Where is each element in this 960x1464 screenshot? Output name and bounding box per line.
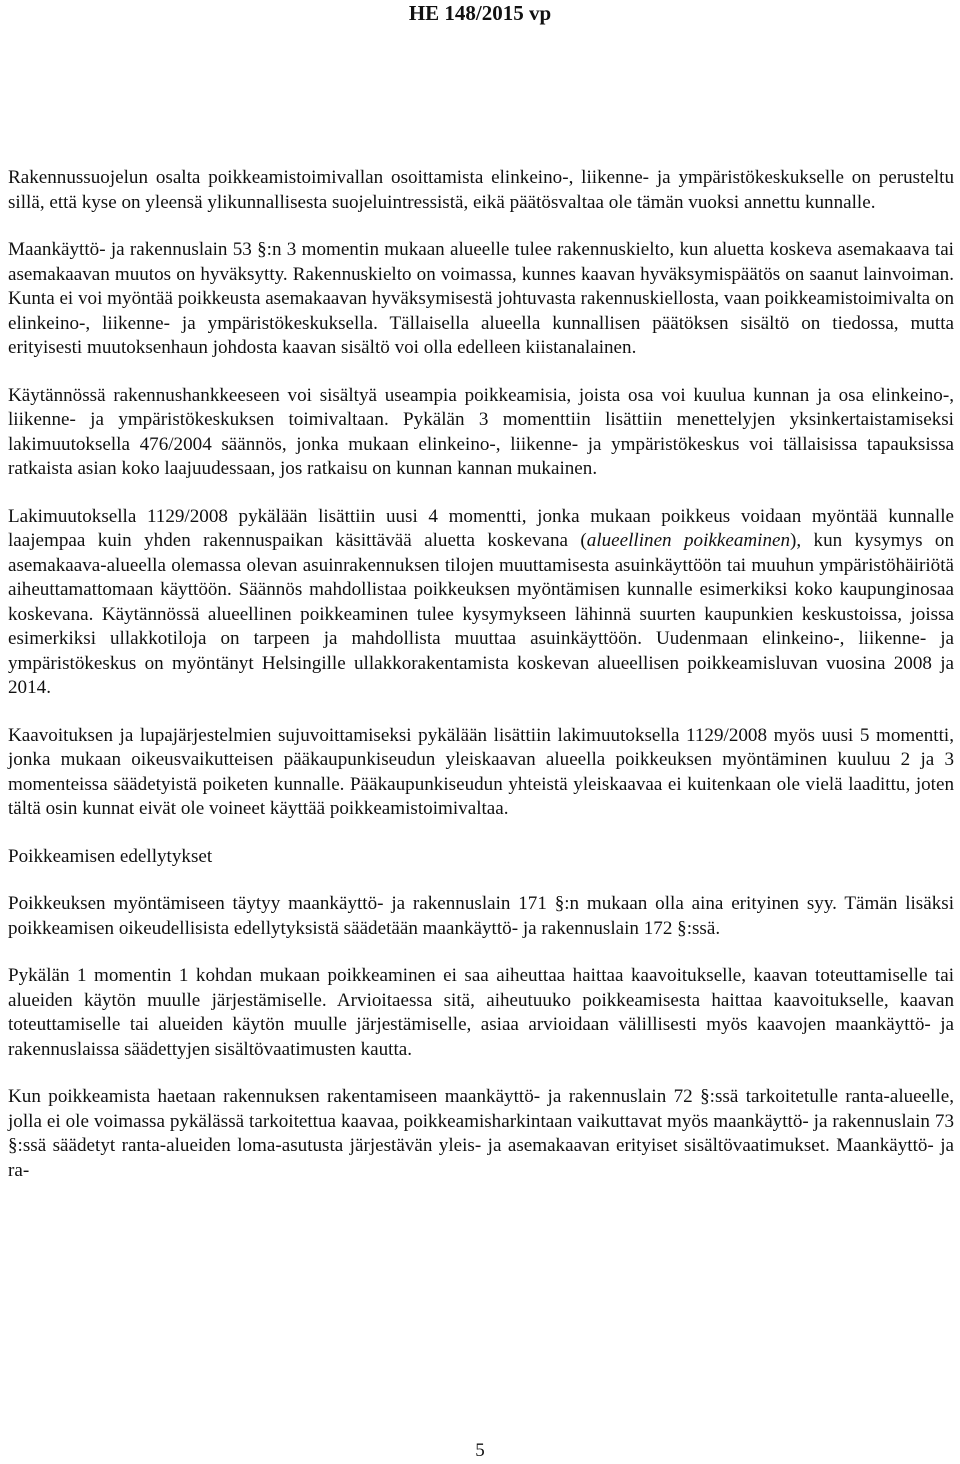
paragraph-text: Kun poikkeamista haetaan rakennuksen rakentamiseen maankäyttö- ja rakennuslain 72 §:ssä tarkoitetulle ranta-alueelle, jolla ei ole voimassa pykälässä tarkoitettua kaavaa, poikkeamisharkintaan vaikuttavat myös maankäyttö- ja rakennuslain 73 §:ssä säädetyt ranta-alueiden loma-asutusta järjestävän yleis- ja asemakaavan erityiset sisältövaatimukset. Maankäyttö- ja ra- [8,1086,954,1181]
paragraph-text: Lakimuutoksella 1129/2008 pykälään lisättiin uusi 4 momentti, jonka mukaan poikkeus voidaan myöntää kunnalle laajempaa kuin yhden rakennuspaikan käsittävää aluetta koskevana ( [8,505,954,551]
body-paragraph [8,892,954,941]
body-paragraph [8,1085,954,1183]
document-id: HE 148/2015 vp [408,1,552,25]
section-heading [8,845,954,870]
body-paragraph [8,238,954,361]
paragraph-text: Maankäyttö- ja rakennuslain 53 §:n 3 momentin mukaan alueelle tulee rakennuskielto, kun aluetta koskeva asemakaava tai asemakaavan muutos on hyväksytty. Rakennuskielto on voimassa, kunnes kaavan hyväksymispäätös on saanut lainvoiman. Kunta ei voi myöntää poikkeusta asemakaavan hyväksymisestä johtuvasta rakennuskiellosta, vaan poikkeamistoimivalta on elinkeino-, liikenne- ja ympäristökeskuksella. Tällaisella alueella kunnallisen päätöksen sisältö on tiedossa, mutta erityisesti muutoksenhaun johdosta kaavan sisältö voi olla edelleen kiistanalainen. [8,239,954,358]
paragraph-text: Pykälän 1 momentin 1 kohdan mukaan poikkeaminen ei saa aiheuttaa haittaa kaavoitukselle, kaavan toteuttamiselle tai alueiden käytön muulle järjestämiselle. Arvioitaessa sitä, aiheutuuko poikkeamisesta haittaa kaavoitukselle, kaavan toteuttamiselle tai alueiden käytön muulle järjestämiselle, asiaa arvioidaan välillisesti myös kaavojen maankäyttö- ja rakennuslaissa säädettyjen sisältövaatimusten kautta. [8,965,954,1060]
section-heading-text: Poikkeamisen edellytykset [8,845,213,867]
italic-term: alueellinen poikkeaminen [586,530,791,551]
page-number: 5 [475,1440,485,1461]
paragraph-text: ), kun kysymys on asemakaava-alueella olemassa olevan asuinrakennuksen tilojen muuttamisesta asuinkäyttöön tai muuhun ympäristöhäiriötä aiheuttamattomaan käyttöön. Säännös mahdollistaa poikkeuksen myöntämisen kunnalle esimerkiksi koko kaupunginosaa koskevana. Käytännössä alueellinen poikkeaminen tulee kysymykseen lähinnä suurten kaupunkien keskustoissa, joissa esimerkiksi ullakkotiloja on tarpeen ja mahdollista muuttaa asuinkäyttöön. Uudenmaan elinkeino-, liikenne- ja ympäristökeskus on myöntänyt Helsingille ullakkorakentamista koskevan alueellisen poikkeamisluvan vuosina 2008 ja 2014. [8,530,954,698]
paragraph-text: Rakennussuojelun osalta poikkeamistoimivallan osoittamista elinkeino-, liikenne- ja ympäristökeskukselle on perusteltu sillä, että kyse on yleensä ylikunnallisesta suojeluintressistä, eikä päätösvaltaa ole tämän vuoksi annettu kunnalle. [8,167,954,213]
body-paragraph [8,166,954,215]
body-paragraph [8,964,954,1062]
paragraph-text: Poikkeuksen myöntämiseen täytyy maankäyttö- ja rakennuslain 171 §:n mukaan olla aina erityinen syy. Tämän lisäksi poikkeamisen oikeudellisista edellytyksistä säädetään maankäyttö- ja rakennuslain 172 §:ssä. [8,893,954,939]
document-body [8,166,954,1206]
paragraph-text: Käytännössä rakennushankkeeseen voi sisältyä useampia poikkeamisia, joista osa voi kuulua kunnan ja osa elinkeino-, liikenne- ja ympäristökeskuksen toimivaltaan. Pykälän 3 momenttiin lisättiin menettelyjen yksinkertaistamiseksi lakimuutoksella 476/2004 säännös, jonka mukaan elinkeino-, liikenne- ja ympäristökeskus voi tällaisissa tapauksissa ratkaista asian koko laajuudessaan, jos ratkaisu on kunnan kannan mukainen. [8,384,954,479]
document-header [0,0,960,26]
body-paragraph [8,724,954,822]
body-paragraph [8,505,954,701]
paragraph-text: Kaavoituksen ja lupajärjestelmien sujuvoittamiseksi pykälään lisättiin lakimuutoksella 1129/2008 myös uusi 5 momentti, jonka mukaan oikeusvaikutteisen pääkaupunkiseudun yleiskaavan alueella poikkeuksen myöntäminen kuuluu 2 ja 3 momenteissa säädetyistä poiketen kunnalle. Pääkaupunkiseudun yhteistä yleiskaavaa ei kuitenkaan ole vielä laadittu, joten tältä osin kunnat eivät ole voineet käyttää poikkeamistoimivaltaa. [8,724,954,819]
body-paragraph [8,384,954,482]
